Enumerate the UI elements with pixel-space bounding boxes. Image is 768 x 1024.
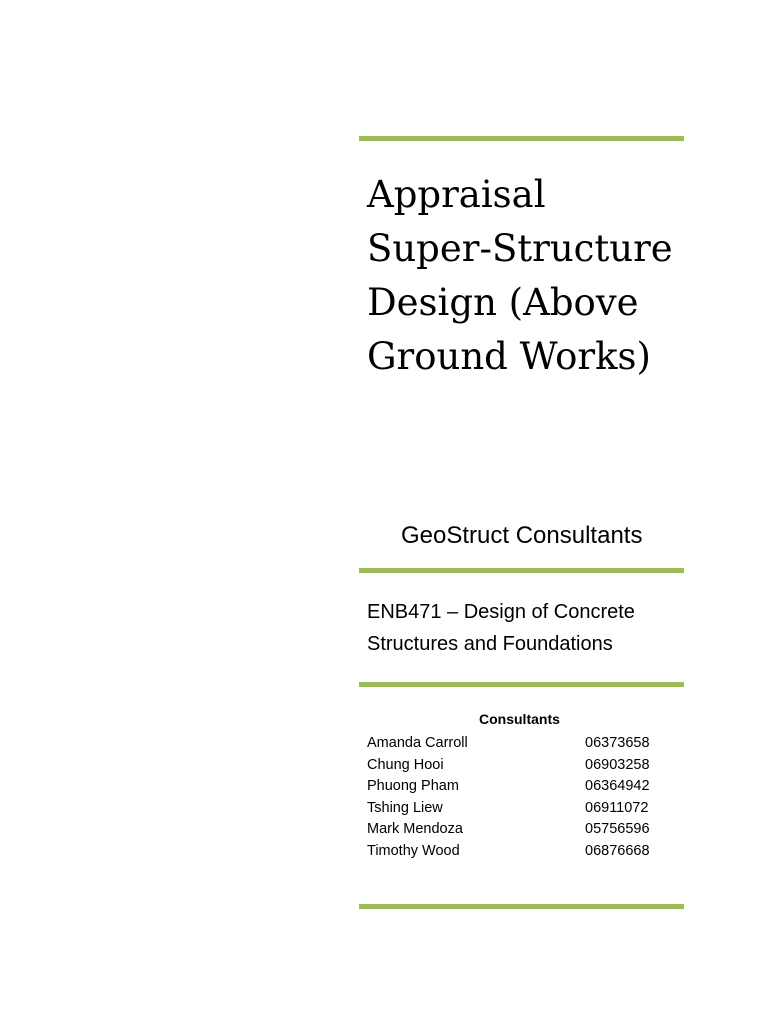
consultant-name: Amanda Carroll — [367, 735, 468, 751]
title-line: Design (Above — [367, 281, 639, 324]
consultant-row — [367, 733, 667, 755]
consultant-name: Tshing Liew — [367, 799, 443, 816]
consultant-row — [367, 798, 667, 820]
consultant-row — [367, 755, 667, 777]
consultant-name: Mark Mendoza — [367, 821, 463, 838]
consultant-name: Phuong Pham — [367, 778, 459, 795]
company-name: GeoStruct Consultants — [401, 522, 643, 549]
title-line: Appraisal — [367, 173, 546, 216]
title-line: Ground Works) — [367, 335, 651, 378]
consultant-row — [367, 776, 667, 798]
course-rule — [359, 682, 684, 687]
consultant-name: Chung Hooi — [367, 756, 444, 773]
top-rule — [359, 136, 684, 141]
course-line: ENB471 – Design of Concrete — [367, 601, 635, 623]
company-rule — [359, 568, 684, 573]
consultant-row — [367, 841, 667, 863]
consultant-id: 06911072 — [585, 799, 649, 816]
course-title — [367, 596, 687, 660]
report-title — [367, 168, 687, 384]
consultant-id: 06903258 — [585, 756, 650, 773]
consultants-list — [367, 733, 667, 863]
bottom-rule — [359, 904, 684, 909]
title-line: Super-Structure — [367, 227, 673, 270]
consultant-name: Timothy Wood — [367, 842, 460, 859]
consultant-row — [367, 819, 667, 841]
consultant-id: 06373658 — [585, 735, 650, 751]
consultant-id: 06364942 — [585, 778, 650, 795]
consultant-id: 05756596 — [585, 821, 650, 838]
consultant-id: 06876668 — [585, 842, 650, 859]
course-line: Structures and Foundations — [367, 633, 613, 655]
consultants-heading: Consultants — [479, 711, 560, 727]
